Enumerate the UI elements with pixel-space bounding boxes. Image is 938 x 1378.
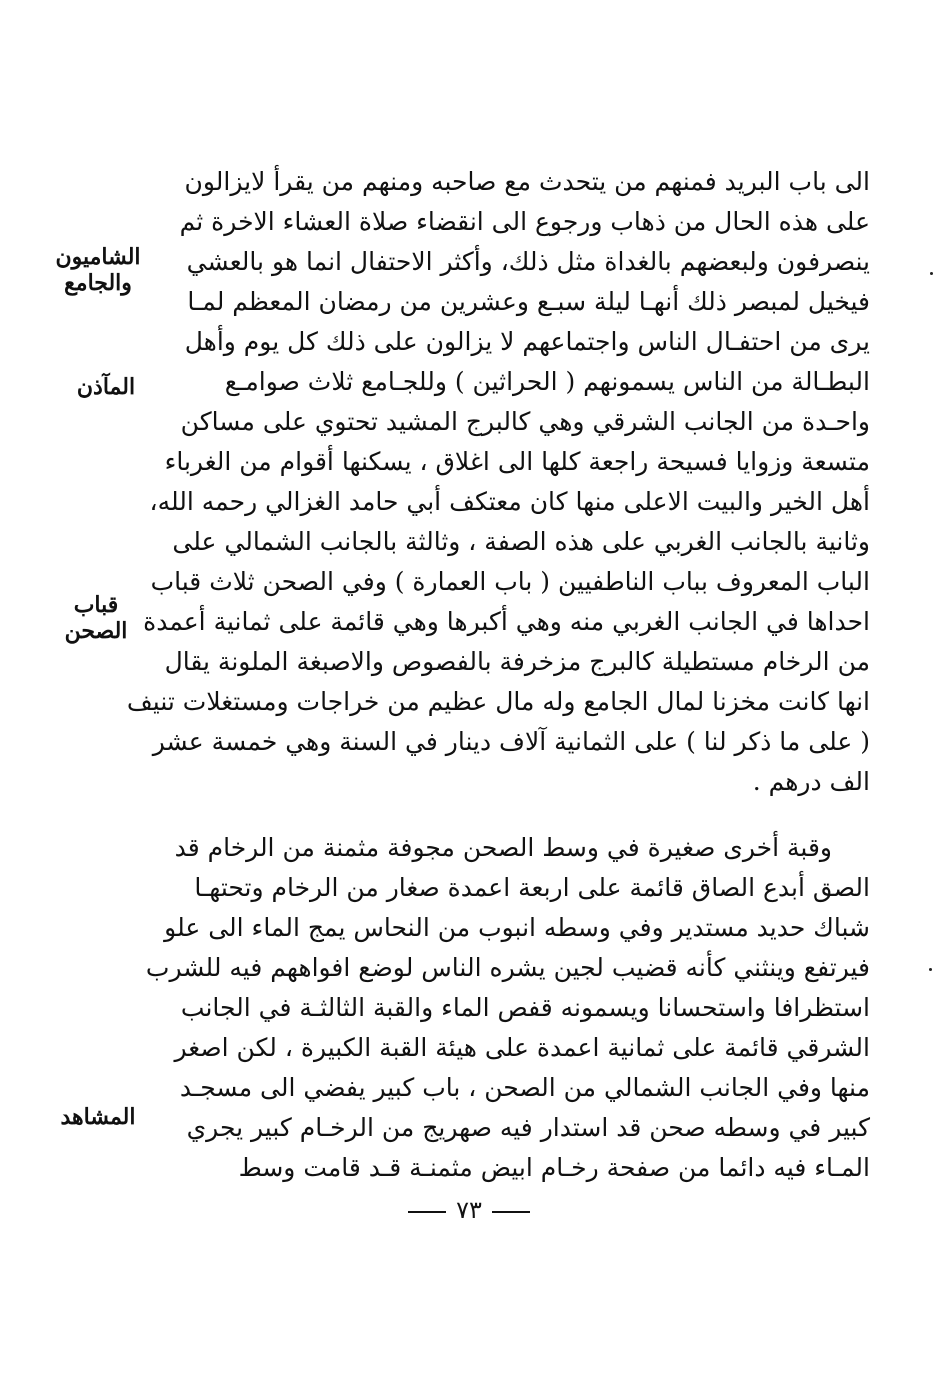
page-number-dash	[408, 1211, 446, 1213]
text-line: احداها في الجانب الغربي منه وهي أكبرها وهي قائمة على ثمانية أعمدة	[143, 607, 870, 636]
text-line: الصق أبدع الصاق قائمة على اربعة اعمدة صغار من الرخام وتحتهـا	[194, 873, 870, 902]
margin-note-line: الصحن	[64, 618, 128, 644]
margin-note-line: المآذن	[76, 374, 136, 400]
margin-note-line: قباب	[73, 592, 119, 618]
paragraph-1	[126, 162, 870, 802]
paragraph-2	[145, 828, 870, 1188]
text-line: الف درهم .	[752, 767, 870, 796]
text-line: شباك حديد مستدير وفي وسطه انبوب من النحاس يمج الماء الى علو	[164, 913, 870, 942]
text-line: وثانية بالجانب الغربي على هذه الصفة ، وثالثة بالجانب الشمالي على	[172, 527, 870, 556]
body-text	[126, 162, 870, 1188]
text-line: أهل الخير والبيت الاعلى منها كان معتكف أبي حامد الغزالي رحمه الله،	[149, 487, 870, 516]
text-line: من الرخام مستطيلة كالبرج مزخرفة بالفصوص والاصبغة الملونة يقال	[164, 647, 870, 676]
text-line: فيخيل لمبصر ذلك أنهـا ليلة سبـع وعشرين من رمضان المعظم لمـا	[187, 287, 870, 316]
margin-note-shamiyun	[48, 244, 148, 296]
text-line: واحـدة من الجانب الشرقي وهي كالبرج المشيد تحتوي على مساكن	[180, 407, 870, 436]
text-line: المـاء فيه دائما من صفحة رخـام ابيض مثمنـة قـد قامت وسط	[238, 1153, 870, 1182]
scan-speck	[929, 968, 932, 971]
text-line: استظرافا واستحسانا ويسمونه قفص الماء والقبة الثالثـة في الجانب	[180, 993, 870, 1022]
margin-note-maadhin	[56, 374, 156, 400]
text-line: الشرقي قائمة على ثمانية اعمدة على هيئة القبة الكبيرة ، لكن اصغر	[174, 1033, 870, 1062]
paragraph-gap	[150, 802, 870, 828]
scan-speck	[930, 272, 933, 275]
margin-note-qibab	[46, 592, 146, 644]
text-line: الباب المعروف بباب الناطفيين ( باب العمارة ) وفي الصحن ثلاث قباب	[150, 567, 870, 596]
page-number	[0, 1196, 938, 1224]
text-line: فيرتفع وينثني كأنه قضيب لجين يشره الناس لوضع افواههم فيه للشرب	[145, 953, 870, 982]
text-line: وقبة أخرى صغيرة في وسط الصحن مجوفة مثمنة من الرخام قد	[174, 833, 832, 862]
margin-note-line: المشاهد	[60, 1104, 136, 1130]
page-number-value: ٧٣	[456, 1196, 482, 1224]
margin-note-mashahid	[48, 1104, 148, 1130]
text-line: كبير في وسطه صحن قد استدار فيه صهريج من الرخـام كبير يجري	[186, 1113, 870, 1142]
margin-note-line: والجامع	[64, 270, 132, 296]
text-line: ( على ما ذكر لنا ) على الثمانية آلاف دينار في السنة وهي خمسة عشر	[152, 727, 870, 756]
text-line: متسعة وزوايا فسيحة راجعة كلها الى اغلاق ، يسكنها أقوام من الغرباء	[164, 447, 870, 476]
text-line: انها كانت مخزنا لمال الجامع وله مال عظيم من خراجات ومستغلات تنيف	[126, 687, 870, 716]
text-line: يرى من احتفـال الناس واجتماعهم لا يزالون على ذلك كل يوم وأهل	[184, 327, 870, 356]
text-line: الى باب البريد فمنهم من يتحدث مع صاحبه ومنهم من يقرأ لايزالون	[184, 167, 870, 196]
margin-note-line: الشاميون	[55, 244, 141, 270]
text-line: منها وفي الجانب الشمالي من الصحن ، باب كبير يفضي الى مسجـد	[179, 1073, 870, 1102]
text-line: ينصرفون ولبعضهم بالغداة مثل ذلك، وأكثر الاحتفال انما هو بالعشي	[186, 247, 870, 276]
text-line: البطـالة من الناس يسمونهم ( الحراثين ) وللجـامع ثلاث صوامـع	[224, 367, 870, 396]
text-line: على هذه الحال من ذهاب ورجوع الى انقضاء صلاة العشاء الاخرة ثم	[179, 207, 870, 236]
page-number-dash	[492, 1211, 530, 1213]
